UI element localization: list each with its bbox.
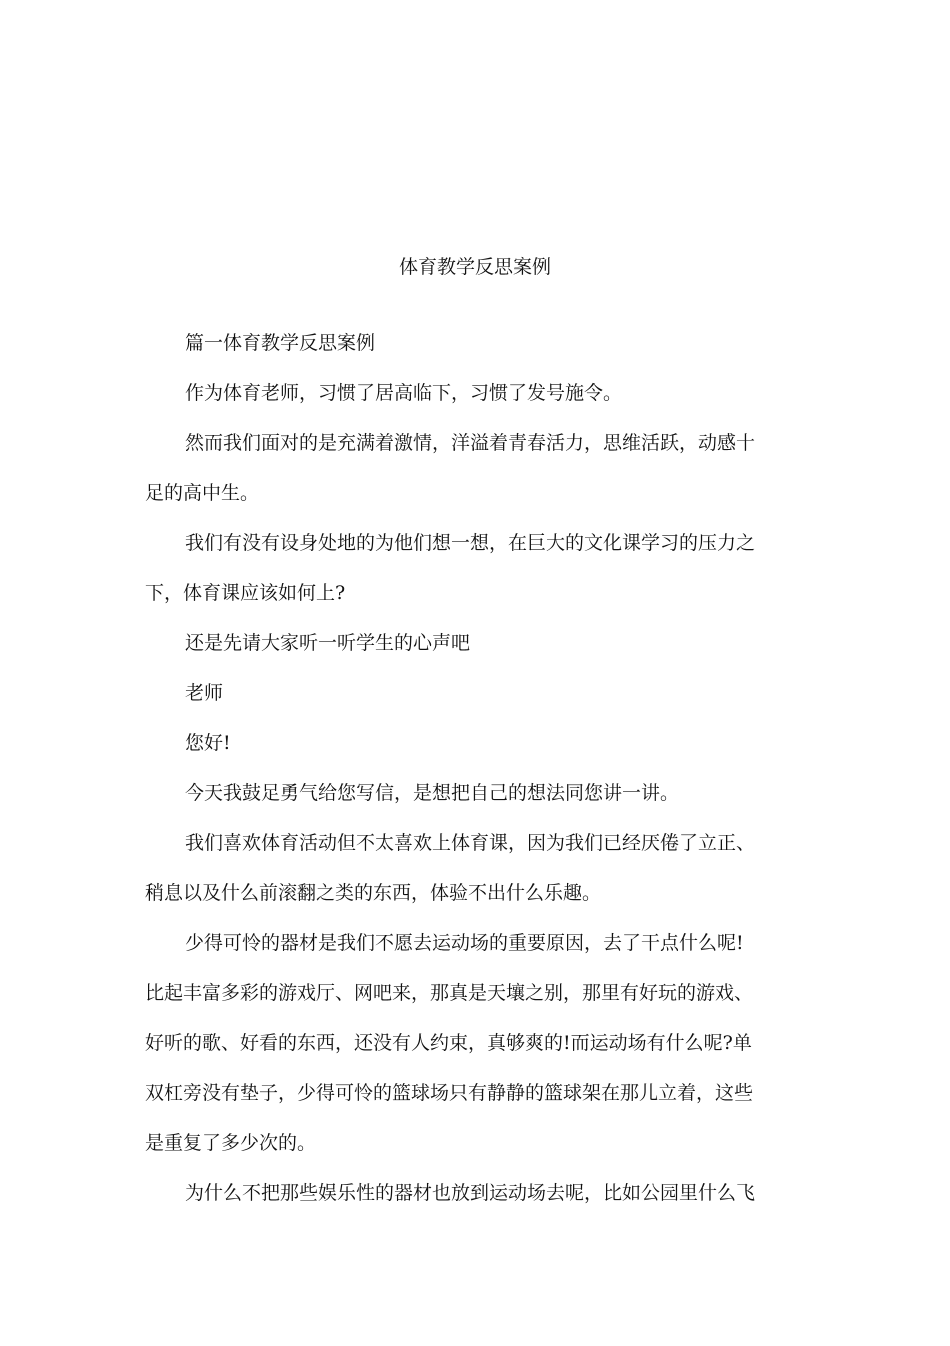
paragraph: 我们有没有设身处地的为他们想一想，在巨大的文化课学习的压力之下，体育课应该如何上? — [145, 532, 756, 604]
paragraph: 我们喜欢体育活动但不太喜欢上体育课，因为我们已经厌倦了立正、稍息以及什么前滚翻之类的东西，体验不出什么乐趣。 — [145, 832, 756, 904]
letter-greeting: 您好! — [185, 732, 231, 754]
paragraph: 作为体育老师，习惯了居高临下，习惯了发号施令。 — [185, 382, 623, 404]
letter-salutation: 老师 — [185, 682, 224, 704]
paragraph: 少得可怜的器材是我们不愿去运动场的重要原因，去了干点什么呢!比起丰富多彩的游戏厅、网吧来，那真是天壤之别，那里有好玩的游戏、好听的歌、好看的东西，还没有人约束，真够爽的!而运动场有什么呢?单双杠旁没有垫子，少得可怜的篮球场只有静静的篮球架在那儿立着，这些是重复了多少次的。 — [145, 932, 754, 1154]
paragraph: 今天我鼓足勇气给您写信，是想把自己的想法同您讲一讲。 — [185, 782, 680, 804]
paragraph: 然而我们面对的是充满着激情，洋溢着青春活力，思维活跃，动感十足的高中生。 — [145, 432, 756, 504]
paragraph-section-heading: 篇一体育教学反思案例 — [185, 332, 376, 354]
paragraph: 为什么不把那些娱乐性的器材也放到运动场去呢，比如公园里什么飞 — [185, 1182, 756, 1204]
document-title: 体育教学反思案例 — [398, 256, 551, 278]
paragraph: 还是先请大家听一听学生的心声吧 — [185, 632, 471, 654]
